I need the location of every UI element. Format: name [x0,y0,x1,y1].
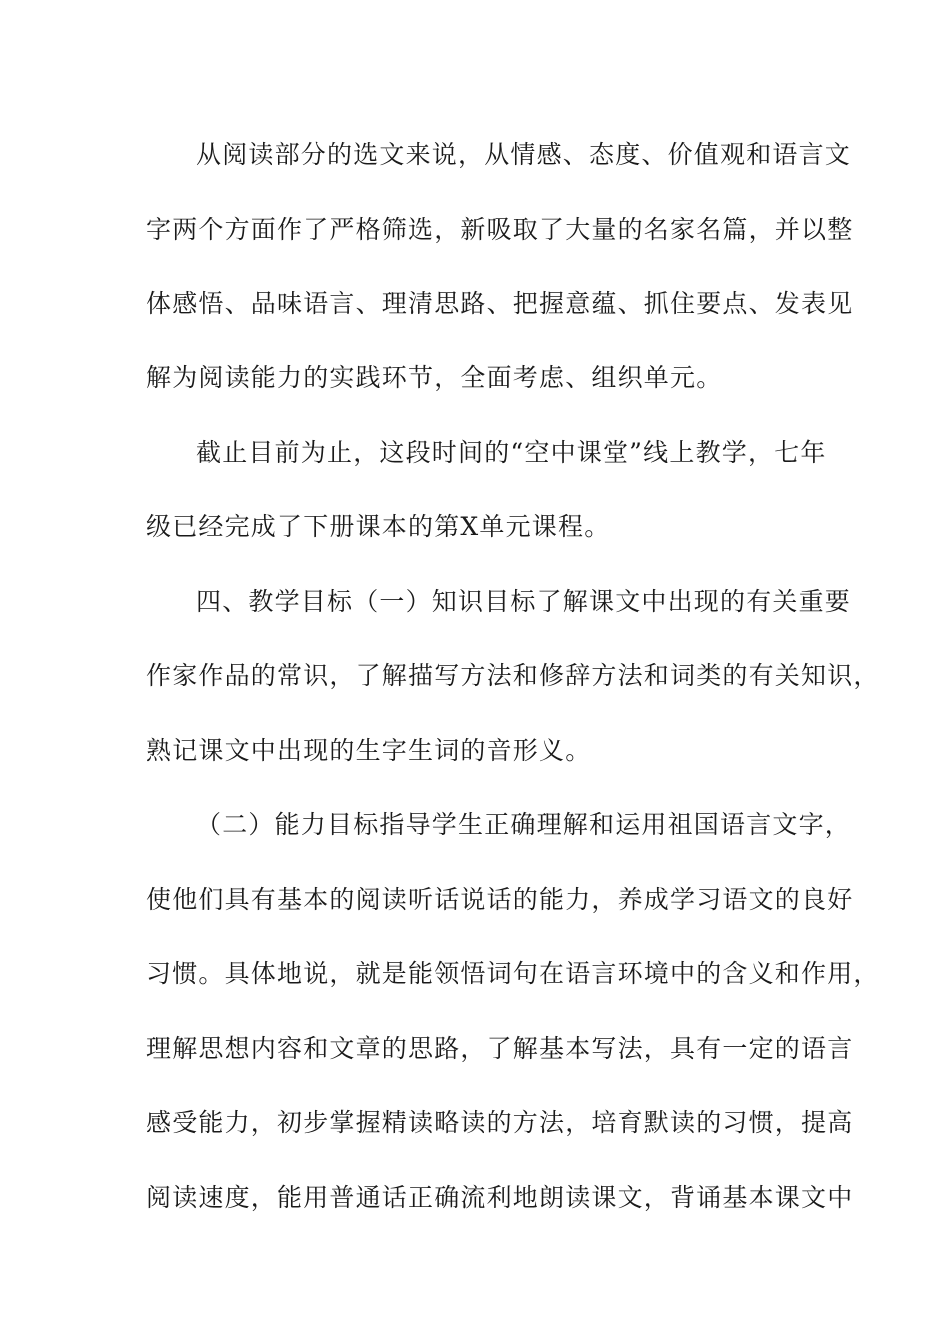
paragraph-4-line-2: 使他们具有基本的阅读听话说话的能力，养成学习语文的良好 [146,885,854,914]
paragraph-4-line-1: （二）能力目标指导学生正确理解和运用祖国语言文字， [196,810,852,839]
paragraph-4-line-5: 感受能力，初步掌握精读略读的方法，培育默读的习惯，提高 [146,1108,854,1137]
paragraph-4-line-3: 习惯。具体地说，就是能领悟词句在语言环境中的含义和作用， [146,959,880,988]
paragraph-3-line-1: 四、教学目标（一）知识目标了解课文中出现的有关重要 [196,587,852,616]
paragraph-1-line-4: 解为阅读能力的实践环节，全面考虑、组织单元。 [146,363,723,392]
paragraph-3-line-3: 熟记课文中出现的生字生词的音形义。 [146,736,592,765]
paragraph-4-line-6: 阅读速度，能用普通话正确流利地朗读课文，背诵基本课文中 [146,1183,854,1212]
paragraph-2-line-2: 级已经完成了下册课本的第X单元课程。 [146,512,611,541]
paragraph-1-line-1: 从阅读部分的选文来说，从情感、态度、价值观和语言文 [196,140,852,169]
paragraph-1-line-3: 体感悟、品味语言、理清思路、把握意蕴、抓住要点、发表见 [146,289,854,318]
paragraph-1-line-2: 字两个方面作了严格筛选，新吸取了大量的名家名篇，并以整 [146,215,854,244]
paragraph-4-line-4: 理解思想内容和文章的思路，了解基本写法，具有一定的语言 [146,1034,854,1063]
paragraph-2-line-1: 截止目前为止，这段时间的“空中课堂”线上教学，七年 [196,438,827,467]
paragraph-3-line-2: 作家作品的常识，了解描写方法和修辞方法和词类的有关知识， [146,661,880,690]
